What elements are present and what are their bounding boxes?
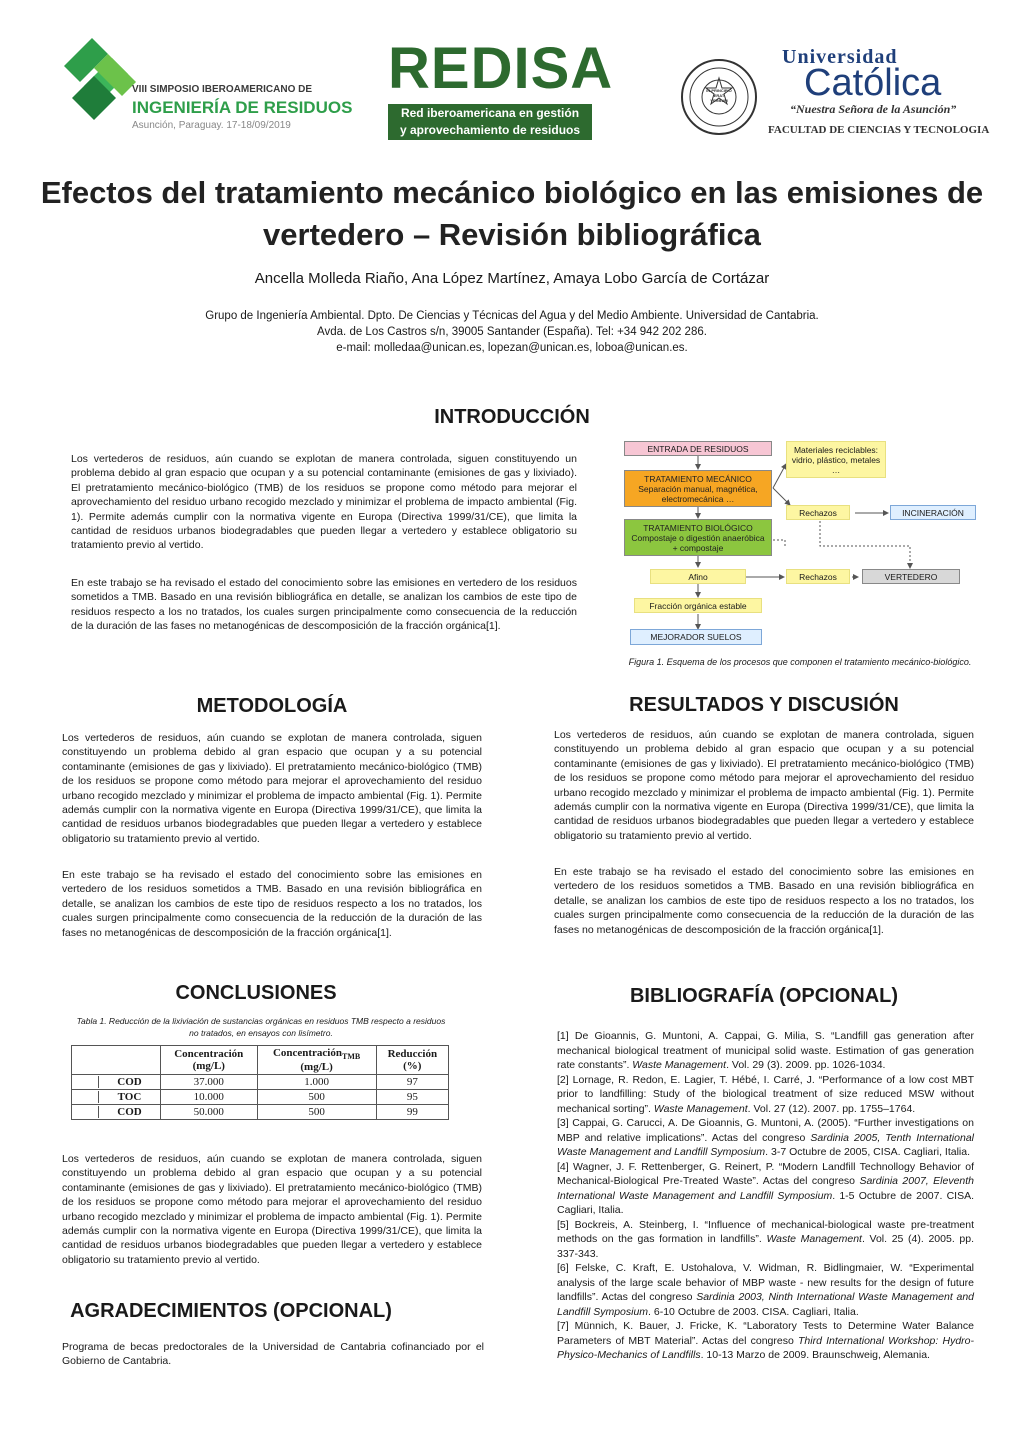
bibliography-list [557, 1029, 974, 1363]
table-row: COD 37.000 1.000 97 [72, 1075, 449, 1090]
flow-fraccion: Fracción orgánica estable [634, 598, 762, 613]
metodo-paragraph-2: En este trabajo se ha revisado el estado del conocimiento sobre las emisiones en vertedero de los residuos sometidos a TMB. Basado en una revisión bibliográfica en detalle, se analizan los cambios de este tipo de residuos respecto a los no tratados, los cuales surgen principalmente como consecuencia de la reducción de la duración de las fases no metanogénicas de descomposición de la fracción orgánica[1]. [62, 869, 482, 939]
flow-mecanico: TRATAMIENTO MECÁNICO Separación manual, magnética, electromecánica … [624, 470, 772, 507]
bibliography-entry: [4] Wagner, J. F. Rettenberger, G. Reinert, P. “Modern Landfill Technollogy Behavior of Mechanical-Biological Pre-Treated Waste”. Actas del congreso Sardinia 2007, Eleventh International Waste Management and Landfill Symposium. 1-5 Octubre de 2007. CISA. Cagliari, Italia. [557, 1160, 974, 1216]
simposio-line2: INGENIERÍA DE RESIDUOS [132, 98, 353, 117]
redisa-tagline: Red iberoamericana en gestión y aprovechamiento de residuos [388, 104, 592, 140]
bibliography-entry: [1] De Gioannis, G. Muntoni, A. Cappai, G. Milia, S. “Landfill gas generation after mechanical biological treatment of municipal solid waste. Estimation of gas generation rate constants”. Waste Management. Vol. 29 (3). 2009. pp. 1026-1034. [557, 1030, 974, 1071]
authors: Ancella Molleda Riaño, Ana López Martínez, Amaya Lobo García de Cortázar [254, 270, 770, 287]
redisa-name: REDISA [388, 36, 614, 101]
uca-motto: “Nuestra Señora de la Asunción” [790, 102, 957, 116]
section-resultados-heading: RESULTADOS Y DISCUSIÓN [629, 694, 899, 716]
section-conclusiones-heading: CONCLUSIONES [175, 982, 337, 1004]
intro-paragraph-2: En este trabajo se ha revisado el estado del conocimiento sobre las emisiones en vertedero de los residuos sometidos a TMB. Basado en una revisión bibliográfica en detalle, se analizan los cambios de este tipo de residuos respecto a los no tratados, los cuales surgen principalmente como consecuencia de la reducción de la duración de las fases no metanogénicas de descomposición de la fracción orgánica[1]. [71, 577, 577, 633]
uca-logo [768, 44, 998, 144]
uca-line1: Universidad [782, 46, 898, 68]
flow-incineracion: INCINERACIÓN [890, 505, 976, 520]
bibliography-entry: [2] Lornage, R. Redon, E. Lagier, T. Hébé, I. Carré, J. “Performance of a low cost MBT prior to landfilling: Study of the biological treatment of size reduced MSW without mechanical sorting”. Waste Management. Vol. 27 (12). 2007. pp. 1755–1764. [557, 1073, 974, 1115]
flow-rechazos-1: Rechazos [786, 505, 850, 520]
bibliography-entry: [3] Cappai, G. Carucci, A. De Gioannis, G. Muntoni, A. (2005). “Further investigations on MBP and relative implications”. Actas del congreso Sardinia 2005, Tenth International Waste Management and Landfill Symposium. 3-7 Octubre de 2005, CISA. Cagliari, Italia. [557, 1117, 974, 1158]
resultados-paragraph-2: En este trabajo se ha revisado el estado del conocimiento sobre las emisiones en vertedero de los residuos sometidos a TMB. Basado en una revisión bibliográfica en detalle, se analizan los cambios de este tipo de residuos respecto a los no tratados, los cuales surgen principalmente como consecuencia de la reducción de la duración de las fases no metanogénicas de descomposición de la fracción orgánica[1]. [554, 866, 974, 936]
table-header-row [72, 1046, 449, 1075]
uca-line2: Católica [804, 62, 942, 104]
resultados-paragraph-1: Los vertederos de residuos, aún cuando se explotan de manera controlada, siguen constituyendo un problema debido al gran espacio que ocupan y a su potencial contaminante (emisiones de gas y lixiviado). El pretratamiento mecánico-biológico (TMB) de los residuos se propone como método para mejorar el aprovechamiento del residuo urbano recogido mezclado y minimizar el problema de impacto ambiental (Fig. 1). Permite además cumplir con la normativa vigente en Europa (Directiva 1999/31/CE), que limita la cantidad de residuos urbanos biodegradables que pueden llegar a vertedero y establece obligatorio su tratamiento previo al vertido. [554, 729, 974, 842]
section-agradec-heading: AGRADECIMIENTOS (OPCIONAL) [70, 1300, 392, 1322]
flow-biologico: TRATAMIENTO BIOLÓGICO Compostaje o digestión anaeróbica + compostaje [624, 519, 772, 556]
flow-entrada: ENTRADA DE RESIDUOS [624, 441, 772, 456]
agradec-paragraph: Programa de becas predoctorales de la Universidad de Cantabria cofinanciado por el Gobierno de Cantabria. [62, 1341, 484, 1368]
table-caption: Tabla 1. Reducción de la lixiviación de sustancias orgánicas en residuos TMB respecto a residuos no tratados, en ensayos con lisímetro. [76, 1016, 446, 1038]
bibliography-entry: [5] Bockreis, A. Steinberg, I. “Influence of mechanical-biological waste pre-treatment methods on the gas formation in landfills”. Waste Management. Vol. 25 (4). 2005. pp. 337-343. [557, 1218, 974, 1260]
col-concentracion-tmb: Concentración$_{TMB}$ (mg/L) [257, 1046, 376, 1075]
university-seal [680, 58, 758, 136]
bibliography-entry: [6] Felske, C. Kraft, E. Ustohalova, V. Widman, R. Bidlingmaier, W. “Experimental analysis of the large scale behavior of MBP waste - new results for the design of future landfills”. Actas del congreso Sardinia 2003, Ninth International Waste Management and Landfill Symposium. 6-10 Octubre de 2003. CISA. Cagliari, Italia. [557, 1262, 974, 1318]
col-reduccion: Reducción (%) [376, 1046, 448, 1075]
flow-rechazos-2: Rechazos [786, 569, 850, 584]
seal-motto: IN PRINCIPIO ERAT VERBUM [706, 88, 732, 103]
section-metodo-heading: METODOLOGÍA [196, 695, 348, 717]
bibliography-entry: [7] Münnich, K. Bauer, J. Fricke, K. “Laboratory Tests to Determine Water Balance Parameters of MBT Material”. Actas del congreso Third International Workshop: Hydro-Physico-Mechanics of Landfills. 10-13 Marzo de 2009. Braunschweig, Alemania. [557, 1320, 974, 1361]
section-biblio-heading: BIBLIOGRAFÍA (OPCIONAL) [629, 985, 899, 1007]
results-table [71, 1045, 449, 1120]
simposio-line1: VIII SIMPOSIO IBEROAMERICANO DE [132, 84, 313, 95]
flow-afino: Afino [650, 569, 746, 584]
flow-materiales: Materiales reciclables: vidrio, plástico, metales … [786, 441, 886, 478]
redisa-logo [388, 36, 614, 142]
figure-caption: Figura 1. Esquema de los procesos que componen el tratamiento mecánico-biológico. [628, 657, 972, 667]
conclusiones-paragraph: Los vertederos de residuos, aún cuando se explotan de manera controlada, siguen constituyendo un problema debido al gran espacio que ocupan y a su potencial contaminante (emisiones de gas y lixiviado). El pretratamiento mecánico-biológico (TMB) de los residuos se propone como método para mejorar el aprovechamiento del residuo urbano recogido mezclado y minimizar el problema de impacto ambiental (Fig. 1). Permite además cumplir con la normativa vigente en Europa (Directiva 1999/31/CE), que limita la cantidad de residuos urbanos biodegradables que pueden llegar a vertedero y establece obligatorio su tratamiento previo al vertido. [62, 1153, 482, 1266]
flow-mejorador: MEJORADOR SUELOS [630, 629, 762, 645]
simposio-logo [64, 38, 353, 138]
table-row: TOC 10.000 500 95 [72, 1090, 449, 1105]
uca-faculty: FACULTAD DE CIENCIAS Y TECNOLOGIA [768, 124, 990, 136]
process-flow-diagram [600, 436, 1000, 666]
table-row: COD 50.000 500 99 [72, 1105, 449, 1120]
affiliation: Grupo de Ingeniería Ambiental. Dpto. De Ciencias y Técnicas del Agua y del Medio Ambiente. Universidad de Cantabria. Avda. de Los Castros s/n, 39005 Santander (España). Tel: +34 942 202 286. e-mail: molledaa@unican.es, lopezan@unican.es, loboa@unican.es. [205, 310, 819, 354]
col-concentracion: Concentración (mg/L) [161, 1046, 258, 1075]
intro-paragraph-1: Los vertederos de residuos, aún cuando se explotan de manera controlada, siguen constituyendo un problema debido al gran espacio que ocupan y a su potencial contaminante (emisiones de gas y lixiviado). El pretratamiento mecánico-biológico (TMB) de los residuos se propone como método para mejorar el aprovechamiento del residuo urbano recogido mezclado y minimizar el problema de impacto ambiental (Fig. 1). Permite además cumplir con la normativa vigente en Europa (Directiva 1999/31/CE), que limita la cantidad de residuos urbanos biodegradables que pueden llegar a vertedero y establece obligatorio su tratamiento previo al vertido. [71, 453, 577, 552]
flow-vertedero: VERTEDERO [862, 569, 960, 584]
section-intro-heading: INTRODUCCIÓN [434, 406, 590, 428]
metodo-paragraph-1: Los vertederos de residuos, aún cuando se explotan de manera controlada, siguen constituyendo un problema debido al gran espacio que ocupan y a su potencial contaminante (emisiones de gas y lixiviado). El pretratamiento mecánico-biológico (TMB) de los residuos se propone como método para mejorar el aprovechamiento del residuo urbano recogido mezclado y minimizar el problema de impacto ambiental (Fig. 1). Permite además cumplir con la normativa vigente en Europa (Directiva 1999/31/CE), que limita la cantidad de residuos urbanos biodegradables que pueden llegar a vertedero y establece obligatorio su tratamiento previo al vertido. [62, 732, 482, 845]
simposio-line3: Asunción, Paraguay. 17-18/09/2019 [132, 120, 291, 131]
poster-title: Efectos del tratamiento mecánico biológico en las emisiones de vertedero – Revisión bibliográfica [40, 175, 984, 252]
